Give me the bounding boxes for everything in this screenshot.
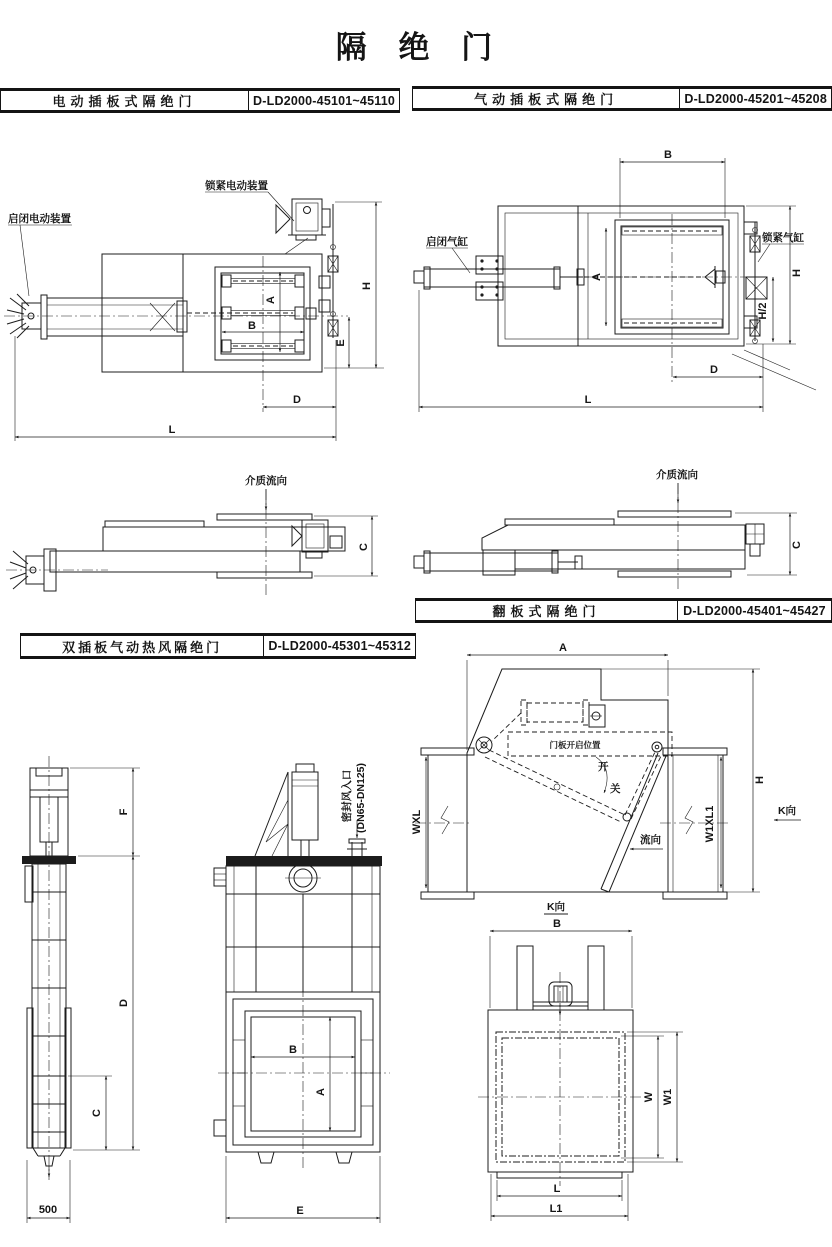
dim-L: L bbox=[584, 394, 592, 406]
label-open-close-cylinder: 启闭气缸 bbox=[426, 236, 468, 248]
label-lock-drive: 锁紧电动装置 bbox=[205, 180, 268, 192]
dim-H2: H/2 bbox=[757, 302, 769, 320]
bolt-rail bbox=[187, 307, 316, 319]
dim-H: H bbox=[361, 282, 373, 290]
drawing-code-electric: D-LD2000-45101~45110 bbox=[253, 93, 395, 108]
k-view-frame bbox=[488, 1010, 633, 1172]
dim-C: C bbox=[791, 541, 803, 549]
double-plate-front-view bbox=[214, 763, 390, 1223]
dim-W1: W1 bbox=[662, 1088, 674, 1106]
dimensions-k-view bbox=[491, 1032, 683, 1221]
lower-chamber bbox=[214, 992, 380, 1163]
gate-frame bbox=[187, 267, 316, 360]
flap-body bbox=[467, 669, 668, 892]
side-handwheel bbox=[6, 549, 108, 591]
mounting-plates bbox=[476, 256, 503, 300]
label-k-direction: K向 bbox=[777, 805, 797, 817]
dim-D: D bbox=[710, 364, 718, 376]
lock-motor bbox=[276, 199, 330, 254]
electric-gate-drawing bbox=[0, 128, 410, 610]
label-k-view-title: K向 bbox=[546, 901, 566, 913]
dim-L1: L1 bbox=[549, 1203, 563, 1215]
dim-B: B bbox=[248, 320, 256, 332]
dim-B: B bbox=[664, 149, 672, 161]
side-lock bbox=[746, 524, 764, 556]
label-flow-direction: 介质流向 bbox=[656, 469, 698, 481]
panel-title-electric: 电动插板式隔绝门 bbox=[1, 91, 249, 110]
upper-chamber bbox=[214, 864, 380, 992]
dim-H: H bbox=[791, 269, 803, 277]
label-lock-cylinder: 锁紧气缸 bbox=[762, 232, 804, 244]
dim-L: L bbox=[168, 424, 176, 436]
page-title: 隔 绝 门 bbox=[335, 30, 505, 65]
support-post bbox=[517, 946, 533, 1010]
electric-side-view bbox=[6, 474, 378, 598]
label-open-close-drive: 启闭电动装置 bbox=[8, 213, 71, 225]
flap-cylinder bbox=[492, 700, 605, 741]
dim-500: 500 bbox=[38, 1204, 58, 1216]
stem-housing bbox=[41, 295, 187, 339]
drawing-code-double-plate: D-LD2000-45301~45312 bbox=[268, 639, 411, 653]
electric-plan-view bbox=[4, 179, 384, 441]
label-close: 关 bbox=[610, 783, 621, 795]
top-cylinder bbox=[292, 764, 318, 858]
open-close-cylinder bbox=[414, 266, 725, 289]
dim-W: W bbox=[643, 1091, 655, 1103]
dimensions-plan bbox=[419, 149, 803, 412]
flap-k-view bbox=[478, 900, 683, 1221]
flap-main-view bbox=[411, 642, 801, 899]
right-duct bbox=[660, 748, 730, 899]
panel-title-flap: 翻板式隔绝门 bbox=[416, 601, 678, 620]
double-plate-drawing bbox=[0, 665, 420, 1247]
panel-title-double-plate: 双插板气动热风隔绝门 bbox=[21, 636, 264, 656]
flap-gate-drawing bbox=[410, 630, 832, 1247]
pneumatic-plan-view bbox=[414, 149, 816, 412]
dim-WXL: WXL bbox=[411, 809, 423, 835]
double-plate-side-view bbox=[22, 756, 140, 1223]
header-bar-flap bbox=[415, 598, 832, 623]
label-open-position: 门板开启位置 bbox=[549, 740, 601, 750]
header-bar-electric bbox=[0, 88, 400, 113]
dim-H: H bbox=[754, 776, 766, 784]
dim-D: D bbox=[293, 394, 301, 406]
support-post bbox=[588, 946, 604, 1010]
label-seal-air-inlet: 密封风入口 bbox=[341, 769, 353, 823]
dimensions-main bbox=[411, 669, 766, 892]
label-flow: 流向 bbox=[640, 834, 661, 846]
label-seal-air-spec: (DN65-DN125) bbox=[355, 762, 367, 834]
support-truss bbox=[255, 772, 288, 856]
dim-E: E bbox=[296, 1205, 304, 1217]
dim-W1XL1: W1XL1 bbox=[704, 805, 716, 843]
pneumatic-gate-drawing bbox=[410, 128, 832, 596]
dim-D: D bbox=[118, 999, 130, 1007]
header-bar-pneumatic bbox=[412, 86, 832, 111]
dim-A: A bbox=[315, 1088, 327, 1096]
flap-linkage bbox=[476, 737, 666, 892]
dimensions-side bbox=[27, 768, 140, 1223]
dim-L: L bbox=[553, 1183, 561, 1195]
dim-F: F bbox=[118, 808, 130, 816]
header-bar-double-plate bbox=[20, 633, 416, 659]
drawing-code-flap: D-LD2000-45401~45427 bbox=[683, 603, 826, 618]
label-open: 开 bbox=[598, 761, 609, 773]
side-cylinder bbox=[414, 551, 582, 573]
dim-A: A bbox=[591, 273, 603, 281]
dim-B: B bbox=[553, 918, 561, 930]
left-duct bbox=[415, 748, 474, 899]
dim-A: A bbox=[265, 296, 277, 304]
dim-C: C bbox=[91, 1109, 103, 1117]
drawing-code-pneumatic: D-LD2000-45201~45208 bbox=[684, 91, 827, 106]
dim-A: A bbox=[559, 642, 567, 654]
panel-title-pneumatic: 气动插板式隔绝门 bbox=[413, 89, 680, 108]
dim-B: B bbox=[289, 1044, 297, 1056]
dim-E: E bbox=[335, 339, 347, 347]
pneumatic-side-view bbox=[414, 468, 803, 592]
label-flow-direction: 介质流向 bbox=[245, 475, 287, 487]
dim-C: C bbox=[358, 543, 370, 551]
